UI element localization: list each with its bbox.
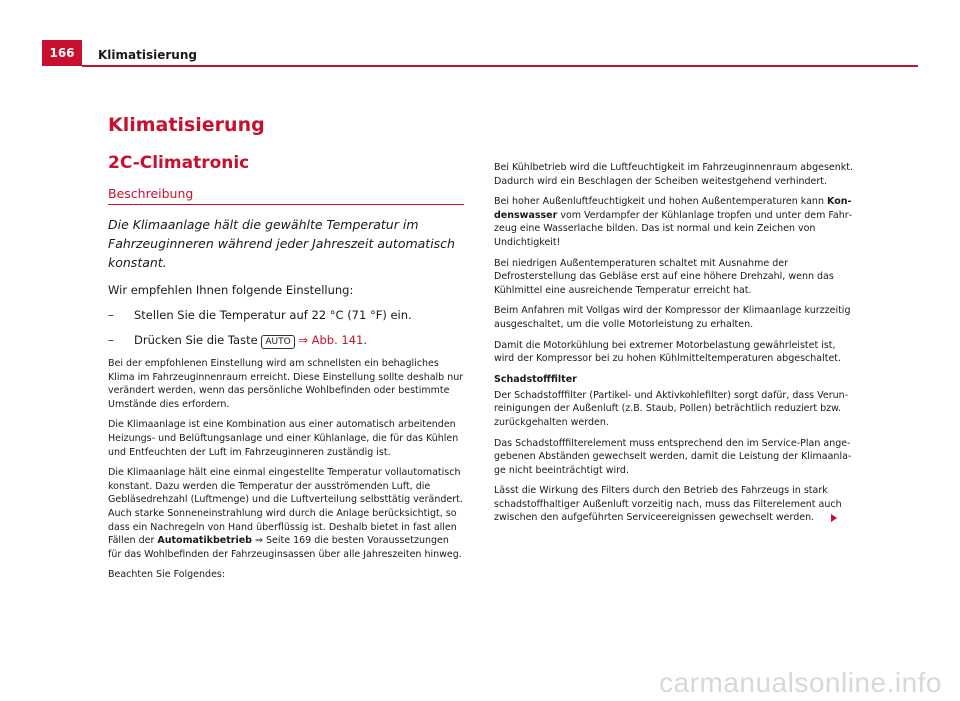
- body-paragraph: Beim Anfahren mit Vollgas wird der Kompressor der Klimaanlage kurzzeitig ausgeschaltet, um die volle Motorleistung zu erhalten.: [494, 305, 851, 330]
- page-title: Klimatisierung: [108, 114, 265, 136]
- body-paragraph: Der Schadstofffilter (Partikel- und Aktivkohlefilter) sorgt dafür, dass Verunreinigungen der Außenluft (z.B. Staub, Pollen) beträchtlich reduziert bzw. zurückgehalten werden.: [494, 389, 849, 428]
- step-dash: –: [108, 308, 114, 322]
- figure-link[interactable]: ⇒ Abb. 141: [298, 333, 364, 347]
- step-end: .: [363, 333, 367, 347]
- step-item: [108, 332, 464, 349]
- step-text: Drücken Sie die Taste: [134, 333, 258, 347]
- body-paragraph: Bei der empfohlenen Einstellung wird am schnellsten ein behagliches Klima im Fahrzeuginnenraum erreicht. Diese Einstellung sollte deshalb nur verändert werden, wenn das persönliche Wohlbefinden oder bestimmte Umstände dies erfordern.: [108, 358, 464, 410]
- step-content: [134, 332, 367, 349]
- recommendation-text: Wir empfehlen Ihnen folgende Einstellung:: [108, 283, 354, 297]
- continue-arrow-icon: [831, 514, 837, 522]
- left-column: [108, 112, 464, 589]
- text-run: Lässt die Wirkung des Filters durch den Betrieb des Fahrzeugs in stark schadstoffhaltiger Außenluft vorzeitig nach, muss das Filterelement auch zwischen den aufgeführten Serviceereignissen gewechselt werden.: [494, 485, 842, 524]
- step-text: Stellen Sie die Temperatur auf 22 °C (71 °F) ein.: [134, 308, 412, 322]
- filter-subheading: Schadstofffilter: [494, 373, 577, 385]
- running-header: Klimatisierung: [98, 48, 197, 62]
- section-title: 2C-Climatronic: [108, 153, 250, 173]
- watermark: carmanualsonline.info: [659, 667, 942, 698]
- page-number: 166: [42, 40, 82, 66]
- step-dash: –: [108, 333, 114, 347]
- bold-term: Kondenswasser: [494, 196, 852, 221]
- page-reference[interactable]: ⇒ Seite 169 die besten Voraussetzungen für das Wohlbefinden der Fahrzeuginsassen über alle Jahreszeiten hinweg.: [108, 535, 462, 560]
- text-run: Die Klimaanlage hält eine einmal eingestellte Temperatur vollautomatisch konstant. Dazu werden die Temperatur der ausströmenden Luft, die Gebläsedrehzahl (Luftmenge) und die Luftverteilung selbsttätig verändert. Auch starke Sonneneinstrahlung wird durch die Anlage berücksichtigt, so dass ein Nachregeln von Hand überflüssig ist. Deshalb bietet in fast allen Fällen der: [108, 467, 463, 547]
- body-paragraph: Bei niedrigen Außentemperaturen schaltet mit Ausnahme der Defrosterstellung das Gebläse erst auf eine höhere Drehzahl, wenn das Kühlmittel eine ausreichende Temperatur erreicht hat.: [494, 257, 834, 296]
- right-column: [494, 161, 854, 532]
- auto-key: AUTO: [261, 335, 294, 349]
- text-run: Bei hoher Außenluftfeuchtigkeit und hohen Außentemperaturen kann: [494, 196, 824, 208]
- body-paragraph: Das Schadstofffilterelement muss entsprechend den im Service-Plan angegebenen Abständen gewechselt werden, damit die Leistung der Klimaanlage nicht beeinträchtigt wird.: [494, 437, 852, 476]
- body-paragraph: [494, 195, 854, 249]
- body-paragraph: Die Klimaanlage ist eine Kombination aus einer automatisch arbeitenden Heizungs- und Belüftungsanlage und einer Kühlanlage, die für das Kühlen und Entfeuchten der Luft im Fahrzeuginneren zuständig ist.: [108, 419, 459, 458]
- body-paragraph: Damit die Motorkühlung bei extremer Motorbelastung gewährleistet ist, wird der Kompressor bei zu hohen Kühlmitteltemperaturen abgeschaltet.: [494, 339, 842, 365]
- lead-paragraph: Die Klimaanlage hält die gewählte Temperatur im Fahrzeuginneren während jeder Jahreszeit automatisch konstant.: [108, 217, 455, 270]
- text-run: vom Verdampfer der Kühlanlage tropfen und unter dem Fahrzeug eine Wasserlache bilden. Das ist normal und kein Zeichen von Undichtigkeit!: [494, 209, 853, 248]
- bold-term: Automatikbetrieb: [157, 535, 252, 547]
- subsection-heading: Beschreibung: [108, 186, 464, 205]
- body-paragraph: Bei Kühlbetrieb wird die Luftfeuchtigkeit im Fahrzeuginnenraum abgesenkt. Dadurch wird ein Beschlagen der Scheiben weitestgehend verhindert.: [494, 162, 854, 187]
- step-item: [108, 307, 464, 324]
- body-paragraph: [494, 484, 854, 525]
- note-text: Beachten Sie Folgendes:: [108, 569, 226, 581]
- header-rule: [82, 65, 918, 67]
- body-paragraph: [108, 466, 464, 561]
